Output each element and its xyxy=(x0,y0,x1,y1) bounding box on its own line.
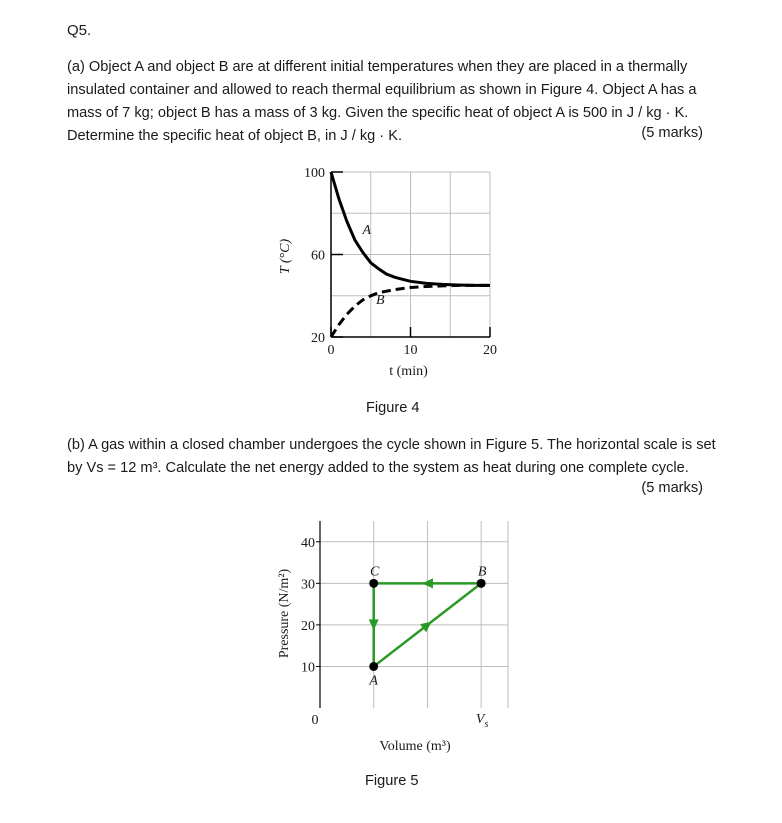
y-tick-label: 40 xyxy=(301,535,315,551)
figure-4-chart xyxy=(278,166,497,379)
x-axis-title: t (min) xyxy=(389,364,428,379)
x-axis-title: Volume (m³) xyxy=(379,739,451,754)
state-label-b: B xyxy=(477,564,487,580)
state-label-a: A xyxy=(369,673,378,689)
part-b-marks: (5 marks) xyxy=(641,480,703,496)
part-a-line-1: (a) Object A and object B are at different initial temperatures when they are placed in a thermally xyxy=(67,59,688,75)
figure-4-caption: Figure 4 xyxy=(366,400,420,416)
question-number: Q5. xyxy=(67,22,92,39)
y-axis-title: T (°C) xyxy=(278,238,293,275)
part-a-line-4: Determine the specific heat of object B, in J / kg · K. xyxy=(67,128,403,144)
part-a-line-3: mass of 7 kg; object B has a mass of 3 kg. Given the specific heat of object A is 500 in J / kg · K. xyxy=(67,105,689,121)
part-a-marks: (5 marks) xyxy=(641,125,703,141)
series-a-label: A xyxy=(362,222,372,238)
state-point-a xyxy=(369,662,378,671)
y-axis-title: Pressure (N/m²) xyxy=(277,568,292,659)
y-tick-label: 60 xyxy=(311,248,325,264)
x-tick-label: 0 xyxy=(311,713,319,728)
x-tick-label: 0 xyxy=(327,343,335,358)
series-b-label: B xyxy=(376,293,385,308)
y-tick-label: 100 xyxy=(304,166,325,181)
state-label-c: C xyxy=(370,564,380,580)
figure-5-caption: Figure 5 xyxy=(365,773,419,789)
x-tick-label: 10 xyxy=(403,343,418,358)
y-tick-label: 10 xyxy=(301,660,315,676)
figure-5-chart xyxy=(277,521,508,754)
part-b-line-1: (b) A gas within a closed chamber undergoes the cycle shown in Figure 5. The horizontal scale is set xyxy=(67,437,716,453)
y-tick-label: 30 xyxy=(301,577,315,593)
y-tick-label: 20 xyxy=(311,331,325,346)
part-b-line-2: by Vs = 12 m³. Calculate the net energy added to the system as heat during one complete cycle. xyxy=(67,460,689,476)
x-tick-label: 20 xyxy=(483,343,497,358)
part-a-line-2: insulated container and allowed to reach thermal equilibrium as shown in Figure 4. Object A has a xyxy=(67,82,697,98)
y-tick-label: 20 xyxy=(301,618,315,634)
state-point-b xyxy=(477,579,486,588)
x-tick-label-vs: $V_s$ xyxy=(475,712,489,730)
state-point-c xyxy=(369,579,378,588)
